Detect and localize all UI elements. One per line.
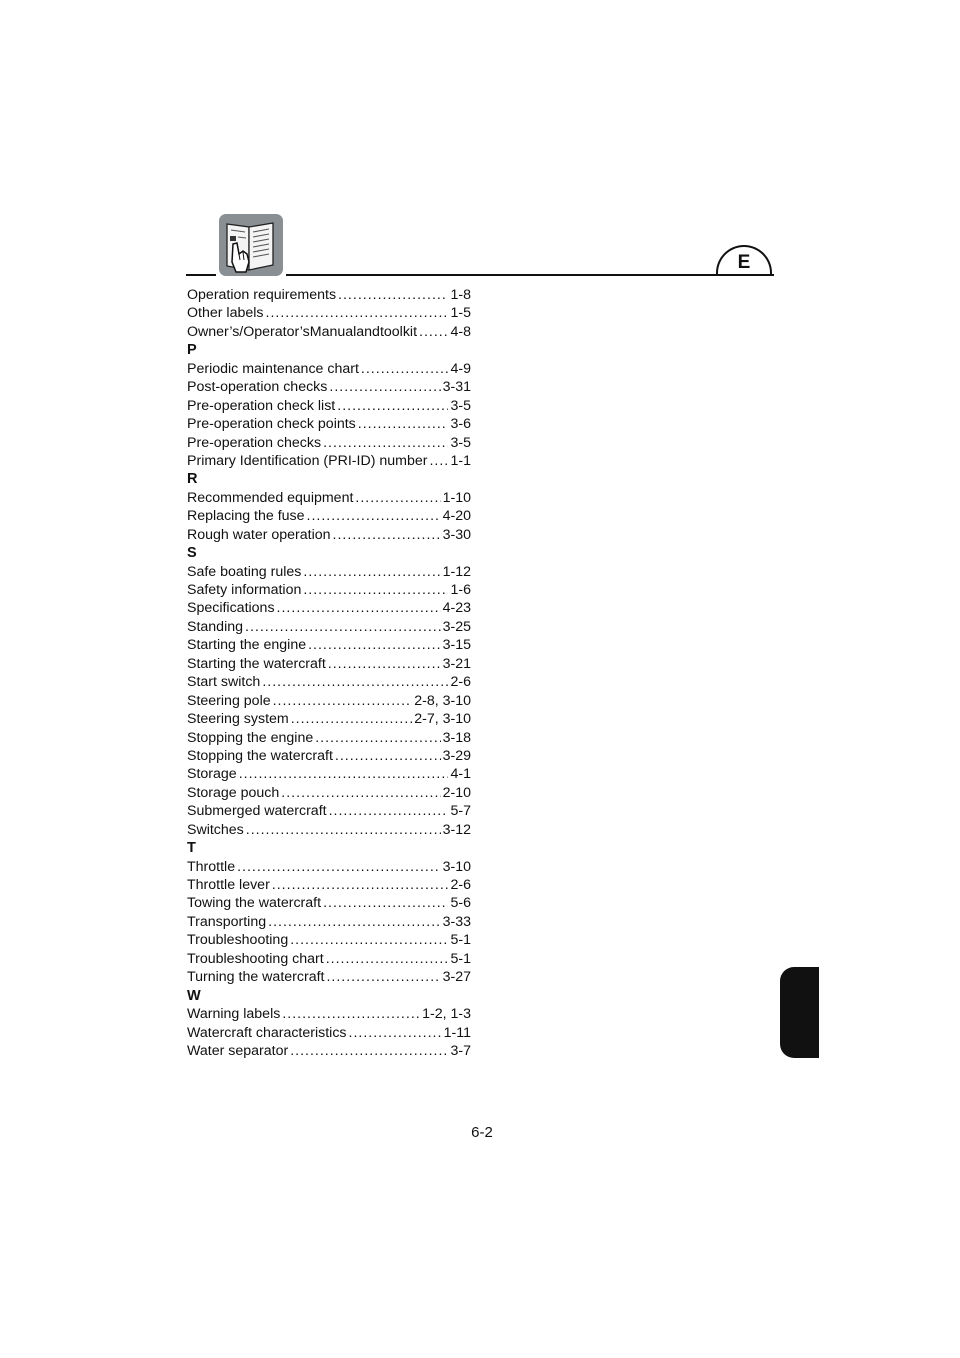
dot-leader (329, 802, 449, 820)
index-entry (187, 452, 471, 470)
dot-leader (326, 950, 449, 968)
index-entry (187, 618, 471, 636)
index-entry (187, 581, 471, 599)
dot-leader (355, 489, 440, 507)
dot-leader (237, 858, 440, 876)
index-entry (187, 729, 471, 747)
index-term: Troubleshooting chart (187, 950, 324, 967)
index-term: Stopping the engine (187, 729, 314, 746)
index-term: Pre-operation check list (187, 397, 336, 414)
index-term: Starting the engine (187, 637, 307, 654)
index-term: Storage pouch (187, 784, 280, 801)
index-page-ref: 4-8 (450, 323, 471, 340)
index-entry (187, 858, 471, 876)
index-page-ref: 2-10 (442, 784, 471, 801)
index-entry (187, 784, 471, 802)
index-page-ref: 2-6 (450, 674, 471, 691)
dot-leader (291, 710, 412, 728)
index-entry (187, 710, 471, 728)
index-page-ref: 3-29 (442, 747, 471, 764)
index-page-ref: 3-18 (442, 729, 471, 746)
index-page-ref: 5-1 (450, 932, 471, 949)
index-entry (187, 1042, 471, 1060)
index-list (187, 286, 471, 1060)
index-term: Throttle lever (187, 877, 270, 893)
index-page-ref: 3-10 (442, 858, 471, 875)
index-term: Starting the watercraft (187, 655, 326, 672)
index-page-ref: 3-5 (450, 434, 471, 451)
index-page-ref: 2-6 (450, 877, 471, 893)
index-section-letter (187, 341, 471, 359)
index-term: Towing the watercraft (187, 895, 322, 912)
dot-leader (282, 1005, 420, 1023)
header-rule-left (186, 274, 216, 276)
index-entry (187, 821, 471, 839)
header-rule-right (286, 274, 774, 276)
dot-leader (323, 434, 448, 452)
index-term: Pre-operation check points (187, 416, 356, 433)
index-entry (187, 692, 471, 710)
index-term: Rough water operation (187, 526, 331, 543)
index-entry (187, 360, 471, 378)
dot-leader (335, 747, 441, 765)
dot-leader (277, 599, 441, 617)
index-term: Safe boating rules (187, 563, 302, 580)
dot-leader (315, 729, 440, 747)
index-term: Other labels (187, 305, 264, 322)
index-entry (187, 913, 471, 931)
index-term: Watercraft characteristics (187, 1024, 347, 1041)
section-letter: T (187, 840, 196, 857)
index-section-letter (187, 544, 471, 562)
index-term: Water separator (187, 1042, 289, 1059)
index-term: Steering pole (187, 692, 271, 709)
index-term: Steering system (187, 711, 289, 728)
index-entry (187, 747, 471, 765)
index-term: Storage (187, 766, 237, 783)
index-page-ref: 5-6 (450, 895, 471, 912)
index-entry (187, 563, 471, 581)
language-badge: E (716, 245, 772, 274)
dot-leader (303, 563, 440, 581)
index-page-ref: 3-31 (442, 379, 471, 396)
index-page-ref: 1-2, 1-3 (422, 1006, 471, 1023)
section-letter: P (187, 342, 197, 359)
index-entry (187, 489, 471, 507)
index-term: Start switch (187, 674, 261, 691)
index-term: Transporting (187, 913, 267, 930)
dot-leader (328, 655, 441, 673)
index-term: Operation requirements (187, 287, 337, 303)
index-term: Standing (187, 618, 244, 635)
index-page-ref: 4-1 (450, 766, 471, 783)
index-entry (187, 434, 471, 452)
dot-leader (273, 692, 413, 710)
dot-leader (337, 397, 448, 415)
index-section-letter (187, 987, 471, 1005)
index-entry (187, 397, 471, 415)
index-page-ref: 1-10 (442, 489, 471, 506)
dot-leader (326, 968, 440, 986)
index-page-ref: 4-23 (442, 600, 471, 617)
index-term: Post-operation checks (187, 379, 328, 396)
index-page-ref: 1-11 (443, 1024, 471, 1041)
index-entry (187, 894, 471, 912)
page-number: 6-2 (471, 1124, 493, 1141)
dot-leader (272, 876, 449, 894)
index-entry (187, 950, 471, 968)
index-entry (187, 765, 471, 783)
section-letter: S (187, 545, 197, 562)
index-entry (187, 1024, 471, 1042)
section-letter: R (187, 471, 198, 488)
index-entry (187, 968, 471, 986)
index-term: Throttle (187, 858, 236, 875)
index-term: Switches (187, 821, 244, 838)
dot-leader (329, 378, 440, 396)
index-page-ref: 3-12 (442, 821, 471, 838)
index-section-letter (187, 839, 471, 857)
dot-leader (323, 894, 448, 912)
index-page-ref: 4-20 (442, 508, 471, 525)
dot-leader (281, 784, 440, 802)
index-term: Stopping the watercraft (187, 747, 333, 764)
index-page-ref: 1-6 (450, 582, 471, 598)
dot-leader (266, 304, 449, 322)
index-section-letter (187, 470, 471, 488)
index-entry (187, 507, 471, 525)
index-term: Safety information (187, 582, 302, 598)
dot-leader (361, 360, 449, 378)
index-entry (187, 655, 471, 673)
dot-leader (429, 452, 448, 470)
index-entry (187, 526, 471, 544)
index-page-ref: 1-8 (450, 287, 471, 303)
dot-leader (349, 1024, 442, 1042)
section-letter: W (187, 987, 201, 1004)
index-entry (187, 286, 471, 304)
index-page-ref: 3-25 (442, 618, 471, 635)
dot-leader (262, 673, 448, 691)
section-thumb-tab (780, 967, 819, 1058)
dot-leader (308, 636, 440, 654)
index-entry (187, 599, 471, 617)
index-page-ref: 1-12 (442, 563, 471, 580)
index-entry (187, 304, 471, 322)
index-page-ref: 3-21 (442, 655, 471, 672)
index-term: Recommended equipment (187, 489, 354, 506)
dot-leader (290, 1042, 448, 1060)
index-term: Warning labels (187, 1006, 281, 1023)
index-entry (187, 415, 471, 433)
index-page-ref: 3-5 (450, 397, 471, 414)
index-entry (187, 876, 471, 894)
index-page-ref: 3-27 (442, 969, 471, 986)
index-term: Submerged watercraft (187, 803, 327, 820)
index-entry (187, 323, 471, 341)
dot-leader (245, 618, 441, 636)
index-page-ref: 2-7, 3-10 (414, 711, 471, 728)
index-term: Troubleshooting (187, 932, 289, 949)
index-entry (187, 378, 471, 396)
dot-leader (290, 931, 448, 949)
index-term: Replacing the fuse (187, 508, 305, 525)
dot-leader (419, 323, 448, 341)
index-page-ref: 3-7 (450, 1042, 471, 1059)
index-term: Pre-operation checks (187, 434, 322, 451)
index-entry (187, 673, 471, 691)
index-term: Periodic maintenance chart (187, 360, 359, 377)
index-page-ref: 2-8, 3-10 (414, 692, 471, 709)
index-page-ref: 4-9 (450, 360, 471, 377)
index-page-ref: 3-30 (442, 526, 471, 543)
dot-leader (246, 821, 441, 839)
index-page-ref: 3-6 (450, 416, 471, 433)
dot-leader (307, 507, 441, 525)
index-entry (187, 931, 471, 949)
index-page-ref: 5-1 (450, 950, 471, 967)
index-term: Turning the watercraft (187, 969, 325, 986)
index-term: Owner’s/Operator’sManualandtoolkit (187, 323, 418, 340)
index-page-ref: 1-1 (450, 452, 471, 469)
index-page-ref: 5-7 (450, 803, 471, 820)
index-term: Specifications (187, 600, 275, 617)
index-term: Primary Identification (PRI-ID) number (187, 452, 428, 469)
index-entry (187, 1005, 471, 1023)
index-page-ref: 3-15 (442, 637, 471, 654)
index-page-ref: 3-33 (442, 913, 471, 930)
index-entry (187, 636, 471, 654)
dot-leader (239, 765, 449, 783)
dot-leader (268, 913, 440, 931)
dot-leader (333, 526, 441, 544)
manual-hand-icon (219, 214, 283, 276)
dot-leader (338, 286, 448, 304)
index-entry (187, 802, 471, 820)
index-page-ref: 1-5 (450, 305, 471, 322)
dot-leader (358, 415, 449, 433)
dot-leader (303, 581, 448, 599)
